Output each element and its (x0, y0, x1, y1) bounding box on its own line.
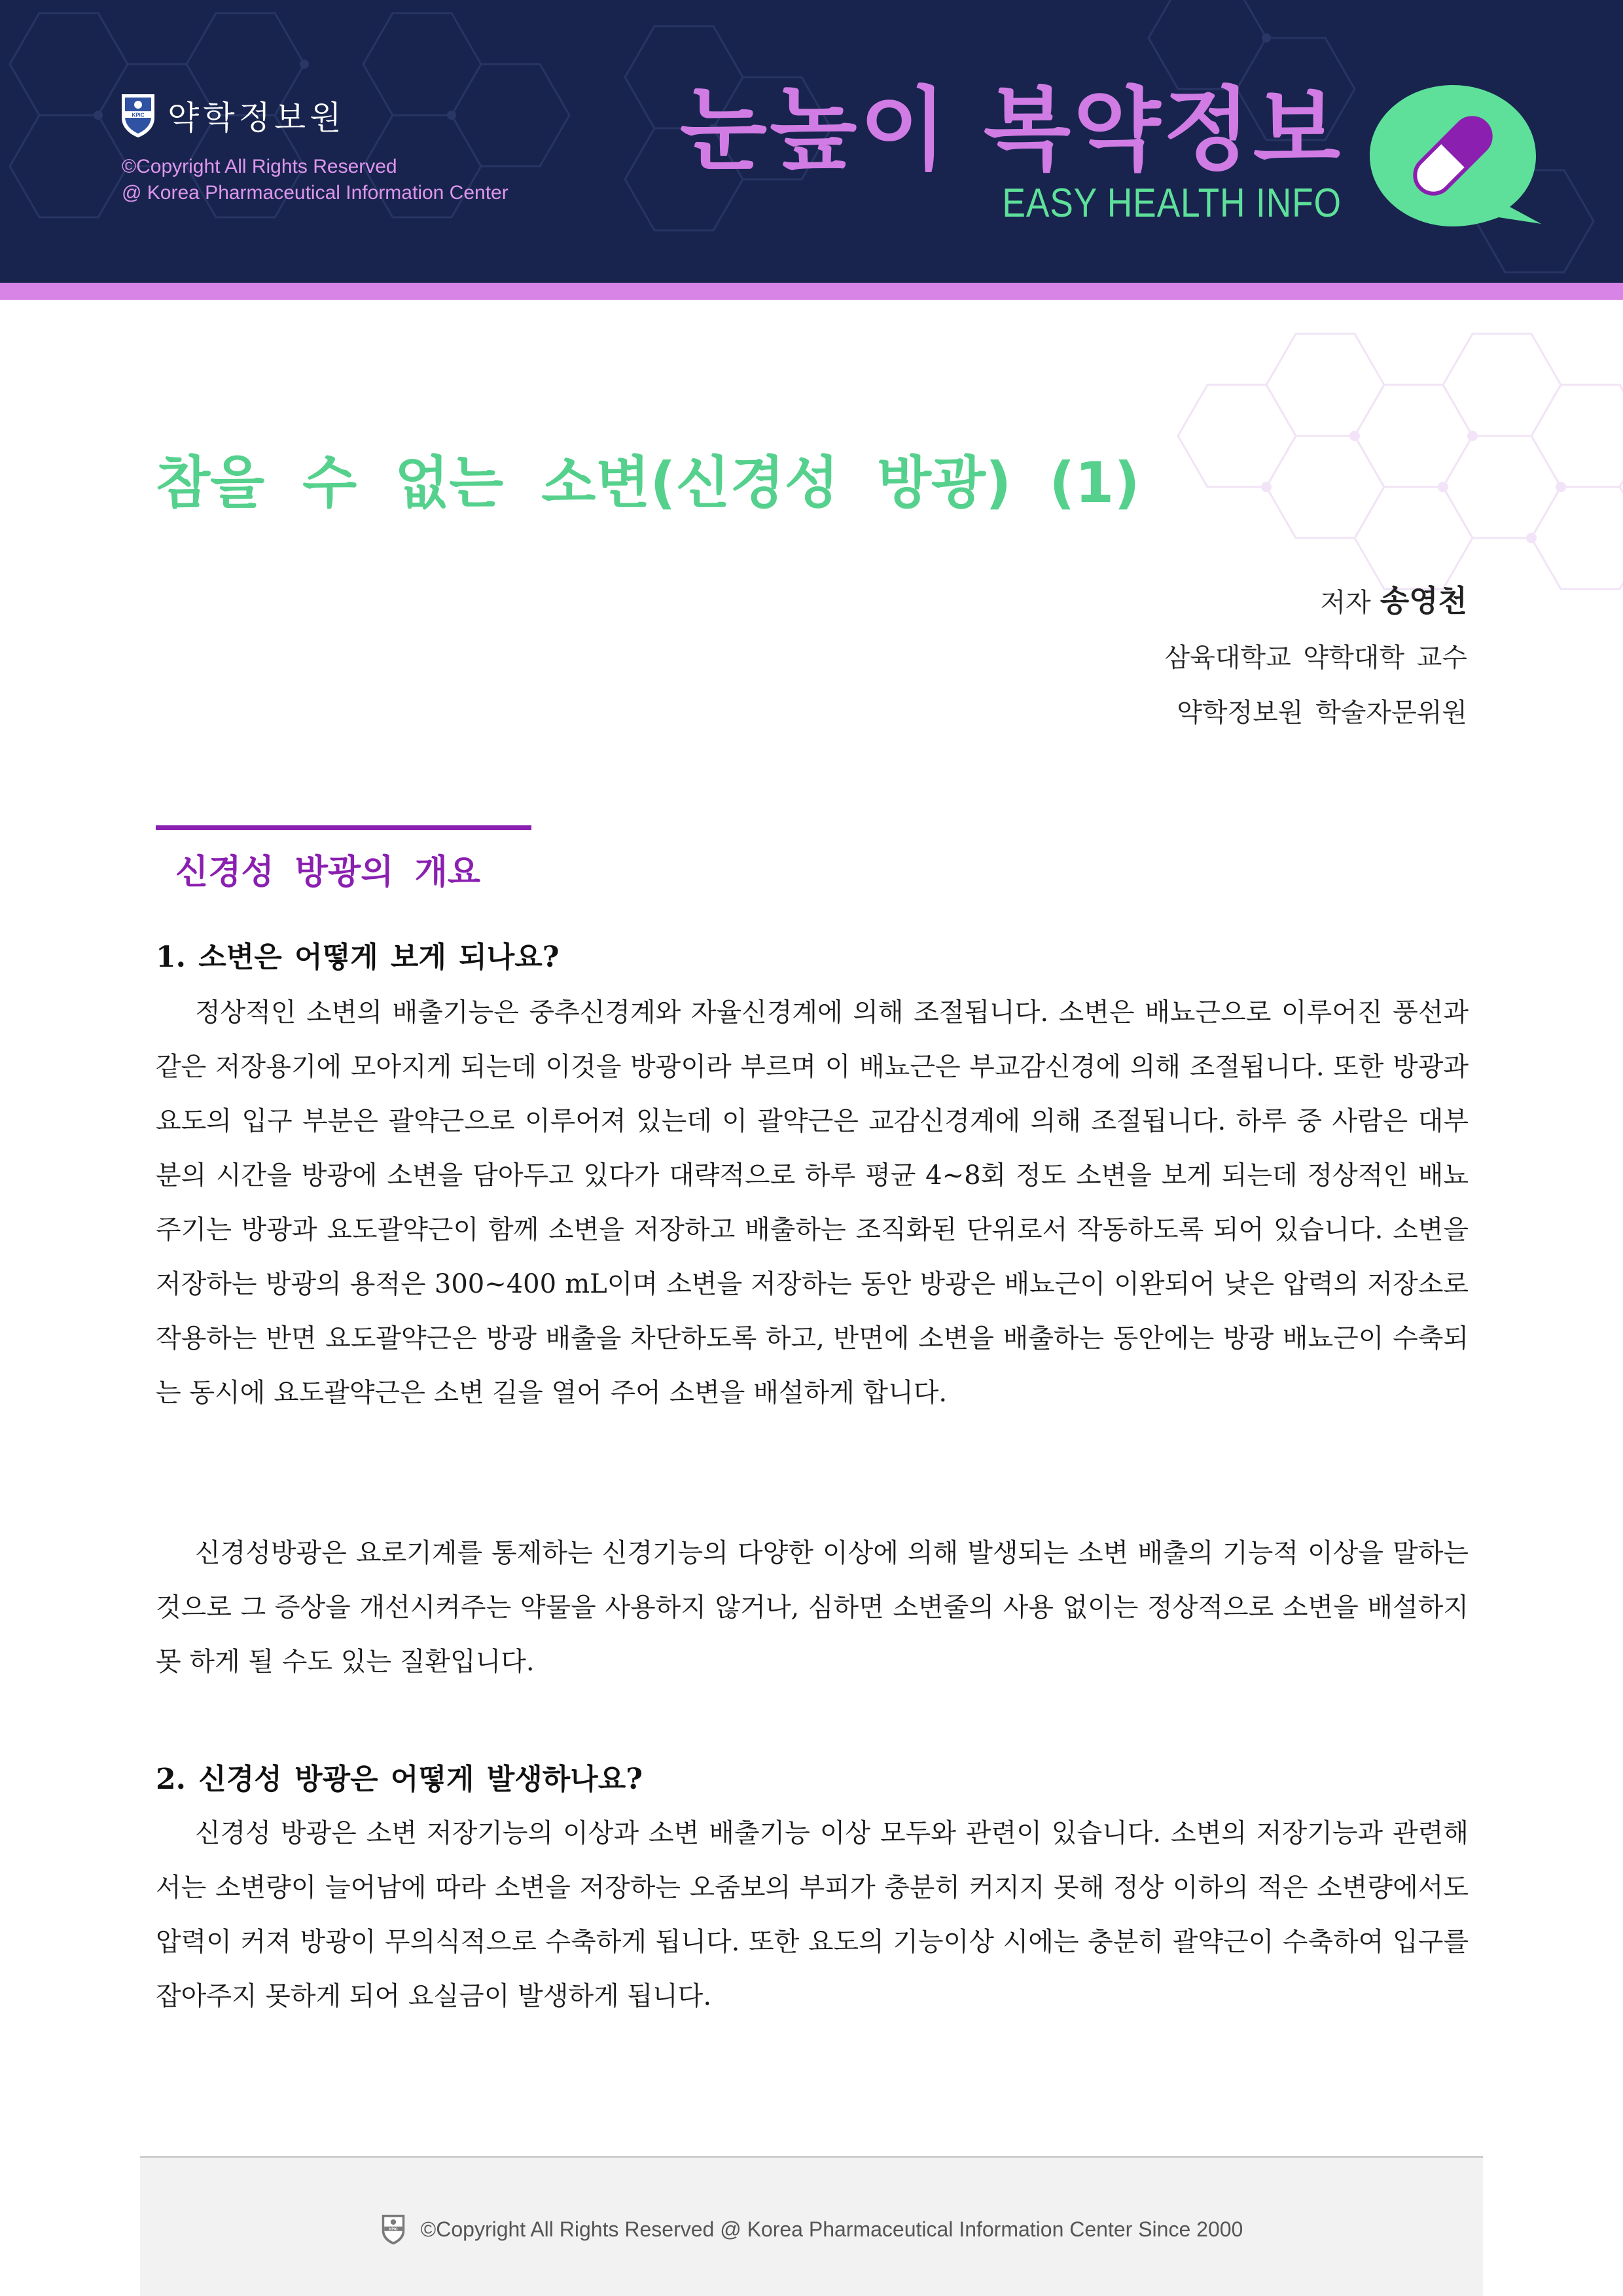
svg-text:KPIC: KPIC (389, 2227, 398, 2232)
paragraph-3: 신경성 방광은 소변 저장기능의 이상과 소변 배출기능 이상 모두와 관련이 있습니다. 소변의 저장기능과 관련해서는 소변량이 늘어남에 따라 소변을 저장하는 오줌보의 부피가 충분히 커지지 못해 정상 이하의 적은 소변량에서도 압력이 커져 방광이 무의식적으로 수축하게 됩니다. 또한 요도의 기능이상 시에는 충분히 괄약근이 수축하여 입구를 잡아주지 못하게 되어 요실금이 발생하게 됩니다. (156, 1818, 1469, 2011)
footer (140, 2156, 1483, 2296)
kpic-emblem-icon (380, 2213, 406, 2246)
header-organization: @ Korea Pharmaceutical Information Center (122, 182, 508, 204)
document-title: 참을 수 없는 소변(신경성 방광) (1) (156, 450, 1140, 516)
section-title: 신경성 방광의 개요 (175, 853, 481, 892)
author-name: 송영천 (1380, 583, 1467, 619)
question-heading-2: 2. 신경성 방광은 어떻게 발생하나요? (156, 1763, 643, 1796)
paragraph-1: 정상적인 소변의 배출기능은 중추신경계와 자율신경계에 의해 조절됩니다. 소변은 배뇨근으로 이루어진 풍선과 같은 저장용기에 모아지게 되는데 이것을 방광이라 부르며 이 배뇨근은 부교감신경에 의해 조절됩니다. 또한 방광과 요도의 입구 부분은 괄약근으로 이루어져 있는데 이 괄약근은 교감신경계에 의해 조절됩니다. 하루 중 사람은 대부분의 시간을 방광에 소변을 담아두고 있다가 대략적으로 하루 평균 4~8회 정도 소변을 보게 되는데 정상적인 배뇨주기는 방광과 요도괄약근이 함께 소변을 저장하고 배출하는 조직화된 단위로서 작동하도록 되어 있습니다. 소변을 저장하는 방광의 용적은 300~400 mL이며 소변을 저장하는 동안 방광은 배뇨근이 이완되어 낮은 압력의 저장소로 작용하는 반면 요도괄약근은 방광 배출을 차단하도록 하고, 반면에 소변을 배출하는 동안에는 방광 배뇨근이 수축되는 동시에 요도괄약근은 소변 길을 열어 주어 소변을 배설하게 합니다. (156, 997, 1469, 1408)
footer-content (140, 2213, 1483, 2246)
footer-copyright: ©Copyright All Rights Reserved @ Korea Pharmaceutical Information Center Since 2000 (420, 2217, 1243, 2241)
header-stripe (0, 283, 1623, 300)
author-advisory-role: 약학정보원 학술자문위원 (1177, 698, 1467, 728)
question-heading-1: 1. 소변은 어떻게 보게 되나요? (156, 941, 560, 974)
author-line (1165, 581, 1467, 622)
header-banner (0, 0, 1623, 283)
header-copyright: ©Copyright All Rights Reserved (122, 156, 397, 177)
author-affiliation: 삼육대학교 약학대학 교수 (1164, 643, 1467, 673)
brand-subtitle: EASY HEALTH INFO (1002, 181, 1342, 226)
kpic-emblem-icon (119, 92, 157, 139)
logo (119, 89, 346, 141)
svg-text:KPIC: KPIC (132, 112, 145, 118)
brand-title: 눈높이 복약정보 (679, 77, 1343, 183)
author-block (1165, 581, 1467, 731)
section-divider (156, 825, 531, 830)
author-label: 저자 (1320, 588, 1371, 618)
paragraph-2: 신경성방광은 요로기계를 통제하는 신경기능의 다양한 이상에 의해 발생되는 소변 배출의 기능적 이상을 말하는 것으로 그 증상을 개선시켜주는 약물을 사용하지 않거나, 심하면 소변줄의 사용 없이는 정상적으로 소변을 배설하지 못 하게 될 수도 있는 질환입니다. (156, 1538, 1469, 1677)
logo-text: 약학정보원 (168, 99, 346, 137)
pill-capsule-icon (1364, 79, 1548, 229)
